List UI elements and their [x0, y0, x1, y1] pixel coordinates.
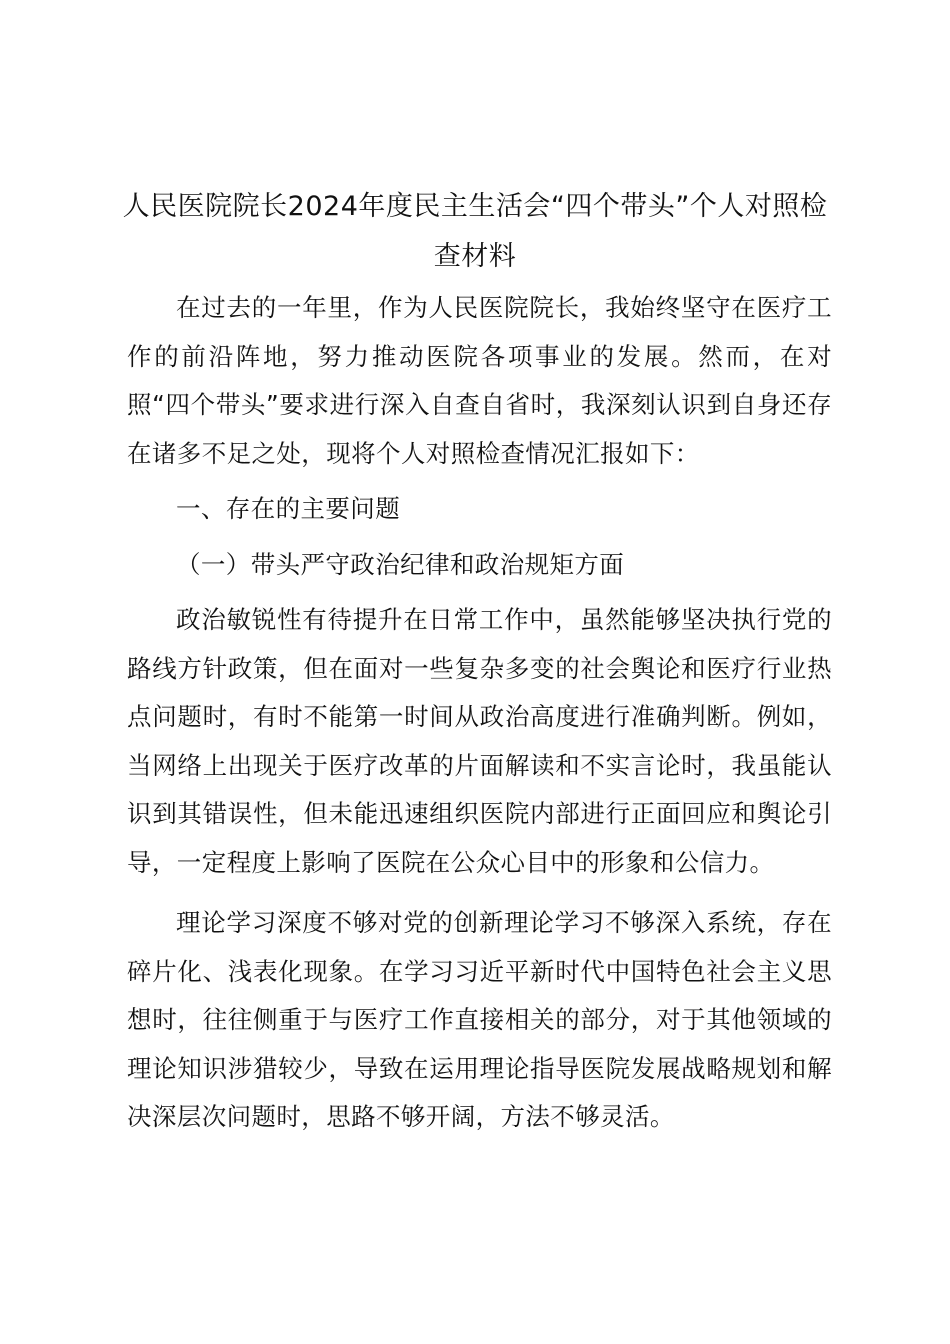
section-heading-1: 一、存在的主要问题: [176, 494, 401, 523]
intro-paragraph: 在过去的一年里，作为人民医院院长，我始终坚守在医疗工作的前沿阵地，努力推动医院各项事业的发展。然而，在对照“四个带头”要求进行深入自查自省时，我深刻认识到自身还存在诸多不足之处，现将个人对照检查情况汇报如下：: [127, 293, 832, 468]
subsection-heading-1: （一）带头严守政治纪律和政治规矩方面: [176, 549, 625, 579]
body-paragraph-political-sensitivity: 政治敏锐性有待提升在日常工作中，虽然能够坚决执行党的路线方针政策，但在面对一些复杂多变的社会舆论和医疗行业热点问题时，有时不能第一时间从政治高度进行准确判断。例如，当网络上出现关于医疗改革的片面解读和不实言论时，我虽能认识到其错误性，但未能迅速组织医院内部进行正面回应和舆论引导，一定程度上影响了医院在公众心目中的形象和公信力。: [127, 605, 832, 877]
document-title: 人民医院院长2024年度民主生活会“四个带头”个人对照检查材料: [122, 191, 828, 272]
body-paragraph-theory-study: 理论学习深度不够对党的创新理论学习不够深入系统，存在碎片化、浅表化现象。在学习习近平新时代中国特色社会主义思想时，往往侧重于与医疗工作直接相关的部分，对于其他领域的理论知识涉猎较少，导致在运用理论指导医院发展战略规划和解决深层次问题时，思路不够开阔，方法不够灵活。: [127, 908, 832, 1131]
document-body: [127, 284, 832, 1142]
